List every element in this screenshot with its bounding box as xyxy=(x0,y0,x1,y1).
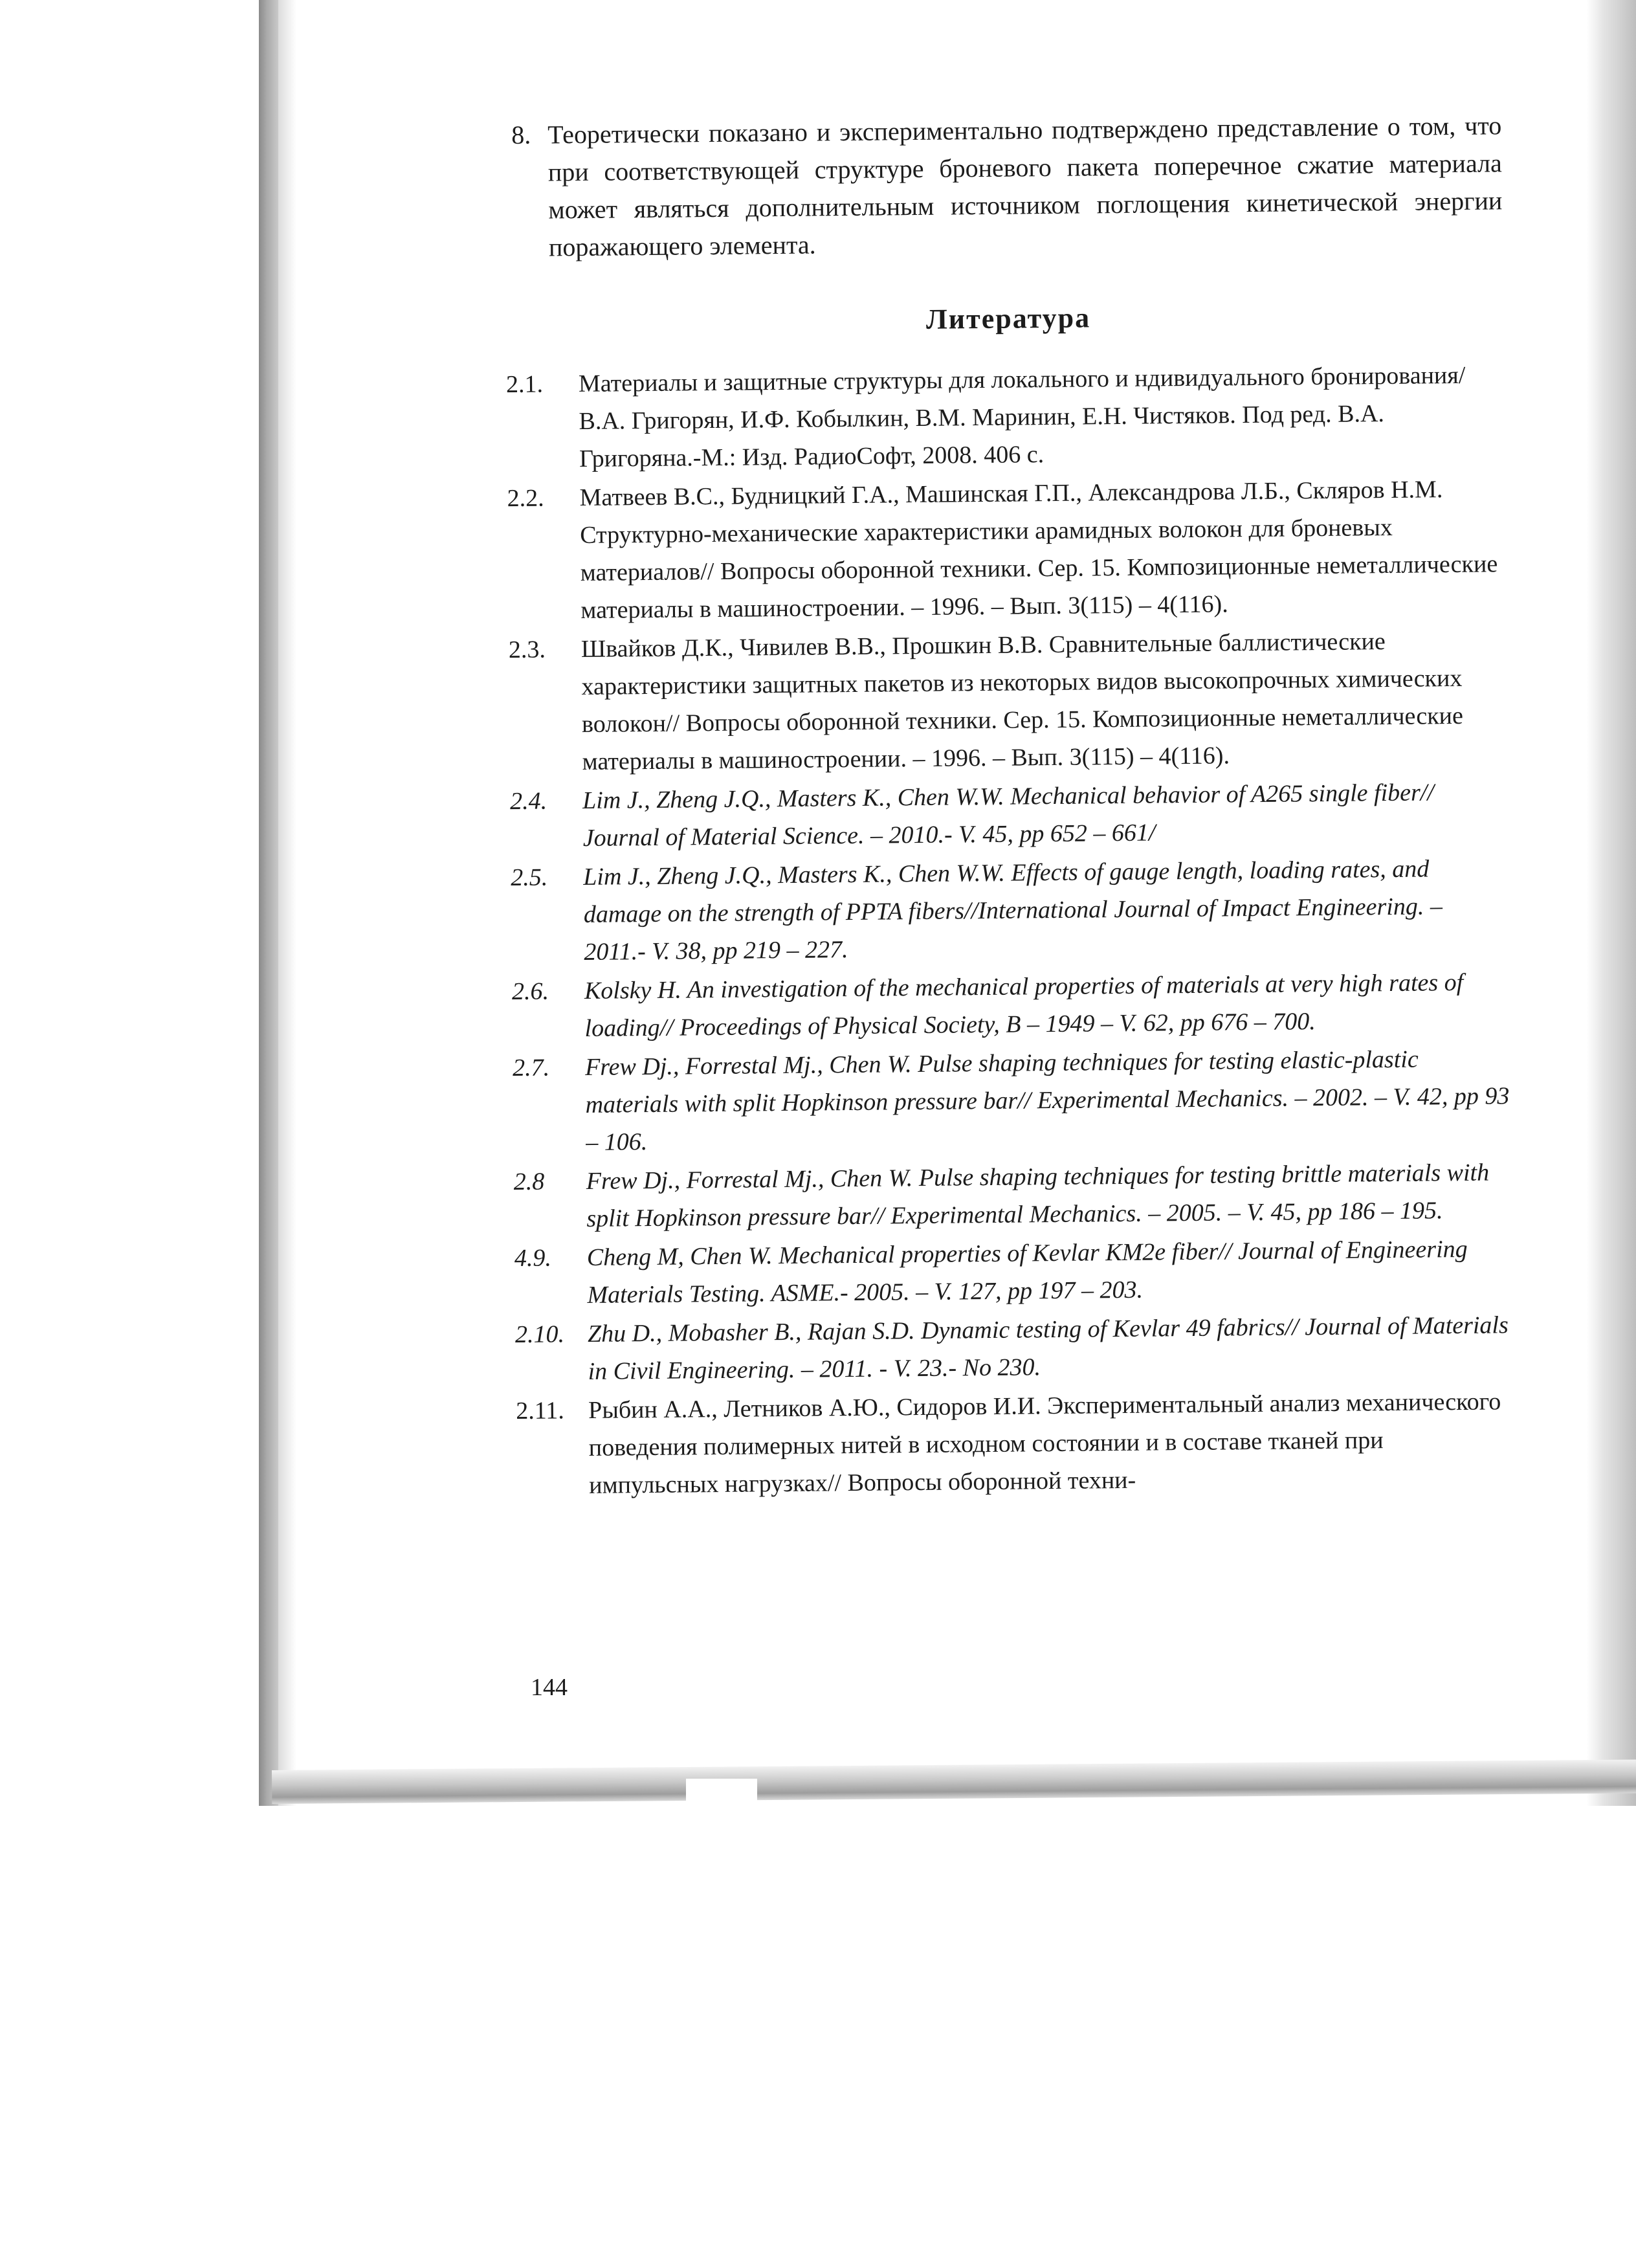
reference-number: 2.4. xyxy=(509,787,547,816)
reference-text: Frew Dj., Forrestal Mj., Chen W. Pulse shaping techniques for testing elastic-plastic materials with split Hopkinson pressure bar// Experimental Mechanics. – 2002. – V. 42, pp 93 – 106. xyxy=(584,1045,1510,1156)
reference-text: Матвеев В.С., Будницкий Г.А., Машинская Г.П., Александрова Л.Б., Скляров Н.М. Структурно-механические характеристики арамидных волокон для броневых материалов// Вопросы оборонной техники. Сер. 15. Композиционные неметаллические материалы в машиностроении. – 1996. – Вып. 3(115) – 4(116). xyxy=(579,476,1498,625)
scan-spine-gradient xyxy=(278,0,296,1806)
reference-number: 4.9. xyxy=(514,1244,552,1273)
reference-number: 2.3. xyxy=(508,636,546,664)
reference-item xyxy=(505,356,1505,478)
reference-number: 2.8 xyxy=(513,1168,545,1196)
conclusion-number: 8. xyxy=(511,120,531,150)
reference-number: 2.1. xyxy=(505,370,544,399)
reference-list xyxy=(505,356,1515,1505)
reference-text: Cheng M, Chen W. Mechanical properties of Kevlar KM2e fiber// Journal of Engineering Materials Testing. ASME.- 2005. – V. 127, pp 197 – 203. xyxy=(586,1235,1468,1309)
scan-page-edge-bottom xyxy=(272,1759,1636,1804)
conclusion-text: Теоретически показано и экспериментально подтверждено представление о том, что при соответствующей структуре броневого пакета поперечное сжатие материала может являться дополнительным источником поглощения кинетической энергии поражающего элемента. xyxy=(547,111,1503,262)
reference-text: Zhu D., Mobasher B., Rajan S.D. Dynamic testing of Kevlar 49 fabrics// Journal of Materials in Civil Engineering. – 2011. - V. 23.- No 230. xyxy=(587,1311,1509,1385)
scan-spine-shadow xyxy=(259,0,278,1806)
reference-text: Frew Dj., Forrestal Mj., Chen W. Pulse shaping techniques for testing brittle materials with split Hopkinson pressure bar// Experimental Mechanics. – 2005. – V. 45, pp 186 – 195. xyxy=(586,1159,1490,1232)
reference-item xyxy=(511,849,1510,972)
reference-text: Рыбин А.А., Летников А.Ю., Сидоров И.И. Экспериментальный анализ механического поведения полимерных нитей в исходном состоянии и в составе тканей при импульсных нагрузках// Вопросы оборонной техни- xyxy=(588,1388,1501,1499)
reference-number: 2.2. xyxy=(507,484,544,513)
reference-item xyxy=(507,470,1506,630)
reference-item xyxy=(514,1230,1513,1315)
reference-item xyxy=(509,773,1509,858)
reference-number: 2.6. xyxy=(511,977,549,1006)
document-page xyxy=(505,107,1515,1506)
conclusion-item xyxy=(511,107,1503,267)
reference-text: Lim J., Zheng J.Q., Masters K., Chen W.W. Effects of gauge length, loading rates, and damage on the strength of PPTA fibers//International Journal of Impact Engineering. – 2011.- V. 38, pp 219 – 227. xyxy=(583,855,1443,966)
reference-text: Швайков Д.К., Чивилев В.В., Прошкин В.В. Сравнительные баллистические характеристики защитных пакетов из некоторых видов высокопрочных химических волокон// Вопросы оборонной техники. Сер. 15. Композиционные неметаллические материалы в машиностроении. – 1996. – Вып. 3(115) – 4(116). xyxy=(580,628,1464,775)
scan-page-edge-right xyxy=(1587,0,1636,1806)
reference-item xyxy=(515,1383,1515,1505)
reference-item xyxy=(512,1040,1512,1162)
reference-number: 2.11. xyxy=(515,1397,564,1425)
scan-edge-gap xyxy=(686,1779,757,1805)
reference-number: 2.7. xyxy=(512,1054,550,1082)
reference-text: Материалы и защитные структуры для локального и ндивидуального бронирования/ В.А. Григорян, И.Ф. Кобылкин, В.М. Маринин, Е.Н. Чистяков. Под ред. В.А. Григоряна.-М.: Изд. РадиоСофт, 2008. 406 с. xyxy=(578,361,1466,473)
reference-text: Kolsky H. An investigation of the mechanical properties of materials at very high rates of loading// Proceedings of Physical Society, B – 1949 – V. 62, pp 676 – 700. xyxy=(584,968,1464,1042)
reference-item xyxy=(513,1153,1512,1238)
reference-item xyxy=(514,1306,1514,1391)
reference-number: 2.10. xyxy=(514,1320,565,1349)
literature-heading: Литература xyxy=(925,302,1091,335)
reference-text: Lim J., Zheng J.Q., Masters K., Chen W.W. Mechanical behavior of A265 single fiber// Journal of Material Science. – 2010.- V. 45, pp 652 – 661/ xyxy=(582,779,1435,852)
reference-item xyxy=(508,621,1508,781)
page-number: 144 xyxy=(531,1674,568,1701)
reference-number: 2.5. xyxy=(511,863,548,892)
reference-item xyxy=(511,963,1510,1048)
